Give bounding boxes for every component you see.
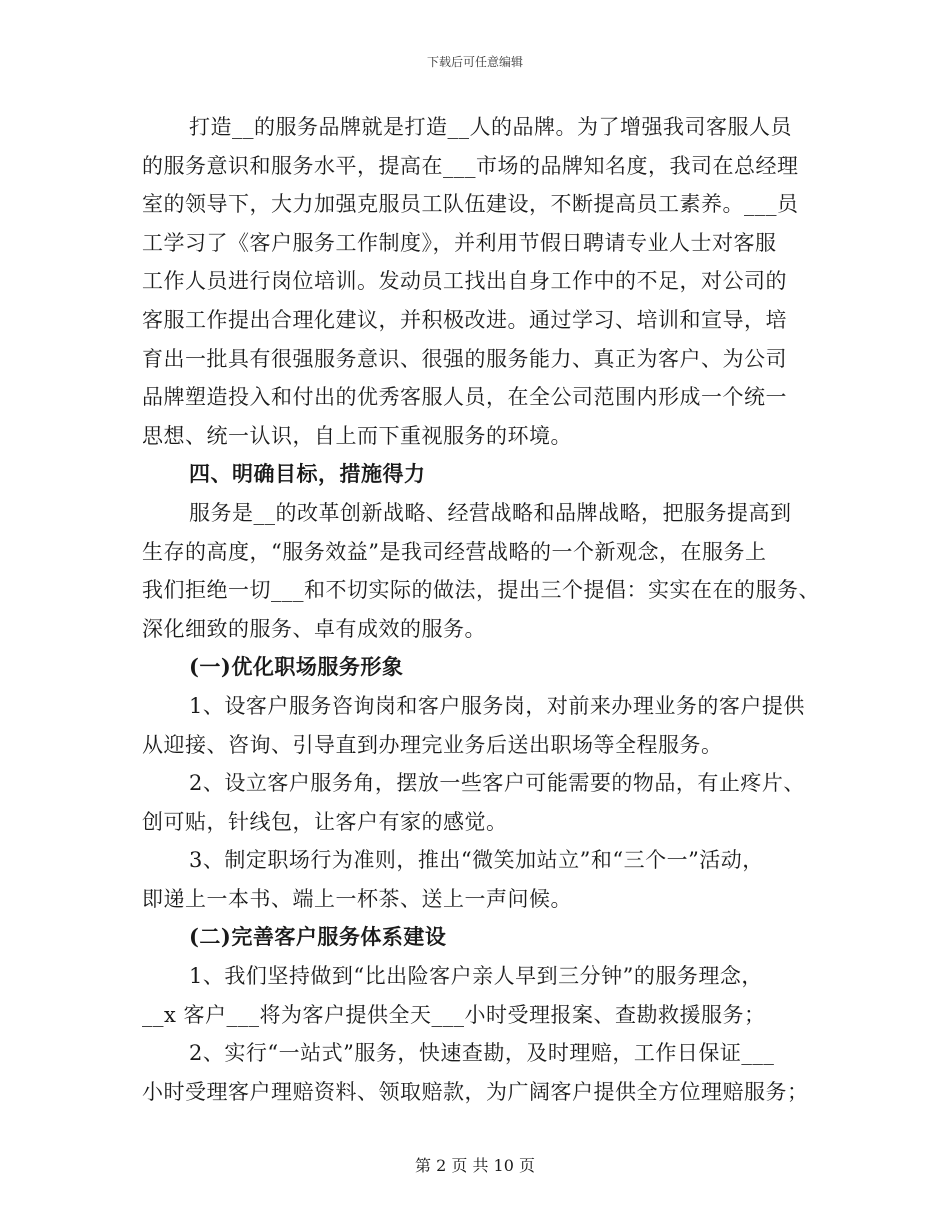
text-line: 1、设客户服务咨询岗和客户服务岗，对前来办理业务的客户提供 <box>189 693 805 718</box>
text-line: 我们拒绝一切___和不切实际的做法，提出三个提倡：实实在在的服务、 <box>142 578 820 603</box>
text-line: 深化细致的服务、卓有成效的服务。 <box>142 616 486 641</box>
text-line: 打造__的服务品牌就是打造__人的品牌。为了增强我司客服人员 <box>189 115 792 139</box>
text-line: 思想、统一认识，自上而下重视服务的环境。 <box>142 423 572 448</box>
text-line: 工学习了《客户服务工作制度》，并利用节假日聘请专业人士对客服 <box>142 230 777 255</box>
text-line: 生存的高度，“服务效益”是我司经营战略的一个新观念，在服务上 <box>142 539 767 564</box>
text-line: 即递上一本书、端上一杯茶、送上一声问候。 <box>142 886 572 911</box>
document-body <box>142 108 818 1111</box>
text-line: 2、实行“一站式”服务，快速查勘，及时理赔，工作日保证___ <box>189 1041 775 1066</box>
text-line: 工作人员进行岗位培训。发动员工找出自身工作中的不足，对公司的 <box>142 269 787 294</box>
text-line: 1、我们坚持做到“比出险客户亲人早到三分钟”的服务理念， <box>189 964 763 989</box>
text-line: 从迎接、咨询、引导直到办理完业务后送出职场等全程服务。 <box>142 732 723 757</box>
section-heading: (二)完善客户服务体系建设 <box>189 924 447 950</box>
page-header: 下载后可任意编辑 <box>426 55 523 69</box>
text-line: __x 客户___将为客户提供全天___小时受理报案、查勘救援服务； <box>142 1002 766 1027</box>
page-footer: 第 2 页 共 10 页 <box>415 1156 535 1175</box>
text-line: 品牌塑造投入和付出的优秀客服人员，在全公司范围内形成一个统一 <box>142 385 787 410</box>
section-heading: 四、明确目标，措施得力 <box>189 461 426 487</box>
section-heading: (一)优化职场服务形象 <box>189 654 404 680</box>
text-line: 育出一批具有很强服务意识、很强的服务能力、真正为客户、为公司 <box>142 346 787 371</box>
body-text <box>142 108 818 1111</box>
text-line: 客服工作提出合理化建议，并积极改进。通过学习、培训和宣导，培 <box>142 307 787 332</box>
text-line: 室的领导下，大力加强克服员工队伍建设，不断提高员工素养。___员 <box>142 192 799 217</box>
text-line: 2、设立客户服务角，摆放一些客户可能需要的物品，有止疼片、 <box>189 771 805 796</box>
text-line: 小时受理客户理赔资料、领取赔款，为广阔客户提供全方位理赔服务； <box>142 1079 809 1104</box>
text-line: 创可贴，针线包，让客户有家的感觉。 <box>142 809 508 834</box>
text-line: 服务是__的改革创新战略、经营战略和品牌战略，把服务提高到 <box>189 500 792 525</box>
text-line: 的服务意识和服务水平，提高在___市场的品牌知名度，我司在总经理 <box>142 153 799 178</box>
text-line: 3、制定职场行为准则，推出“微笑加站立”和“三个一”活动， <box>189 848 764 873</box>
